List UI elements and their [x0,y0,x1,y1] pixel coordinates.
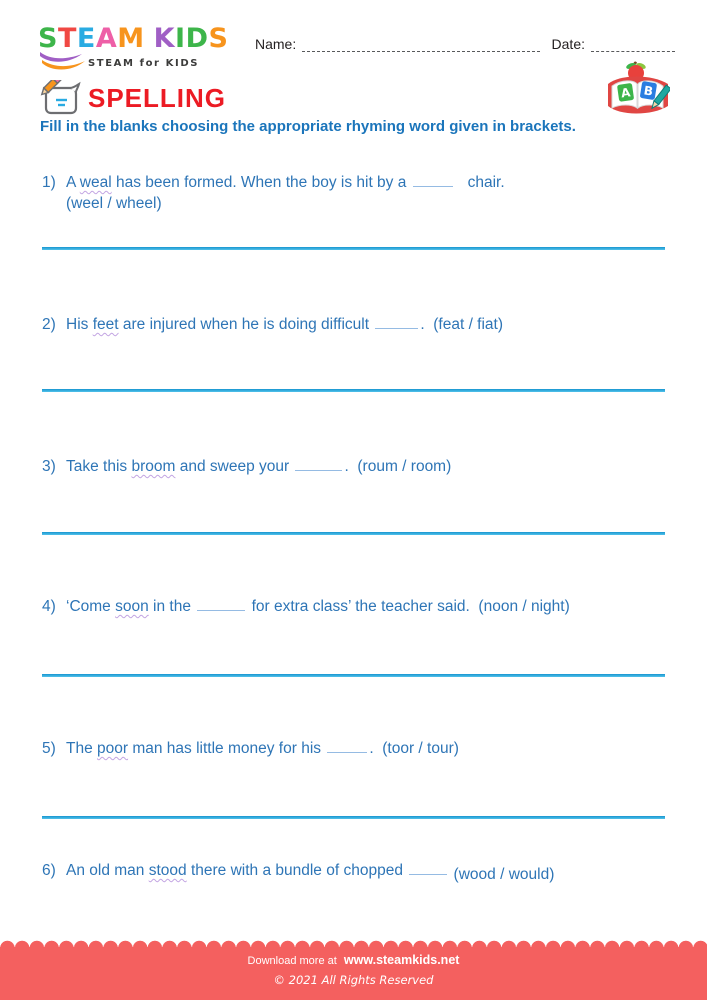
logo-letter: A [95,23,118,54]
question-text: has been formed. When the boy is hit by a [111,174,411,191]
fill-in-blank [409,861,447,875]
answer-line [42,247,665,250]
question-text: A [66,174,80,191]
ab-book-icon [606,60,670,116]
question-text: ‘Come [66,598,116,615]
page-title: SPELLING [88,82,227,113]
question-row [42,596,570,617]
question-number: 5) [42,740,56,757]
instruction-text: Fill in the blanks choosing the appropriate rhyming word given in brackets. [40,118,576,135]
logo-letter: K [153,23,176,54]
spellcheck-word: poor [97,740,129,757]
logo-letter: S [38,23,58,54]
footer-copyright: © 2021 All Rights Reserved [273,973,434,987]
question-text: man has little money for his [128,740,326,757]
logo-letter: E [76,23,96,54]
question-text: (wood / would) [449,866,555,883]
ab-icon-letter-b: B [642,83,654,99]
answer-line [42,816,665,819]
question-text: . (feat / fiat) [420,316,504,333]
question-row [42,860,554,881]
question-number: 2) [42,316,56,333]
spellcheck-word: broom [131,458,176,475]
logo-letter: T [57,23,77,54]
question-row [42,456,451,477]
question-number: 6) [42,862,56,879]
name-label: Name: [255,36,297,52]
answer-line [42,674,665,677]
ab-icon-letter-a: A [620,85,632,101]
question-text: His [66,316,93,333]
question-text: in the [148,598,196,615]
logo-letter: D [185,23,209,54]
answer-line [42,532,665,535]
question-text: An old man [66,862,149,879]
question-options: (weel / wheel) [66,195,162,212]
footer-download-text: Download more at [247,955,337,967]
question-row [42,314,503,335]
spellcheck-word: stood [148,862,187,879]
question-row [42,738,459,759]
question-text: for extra class’ the teacher said. (noon / night) [247,598,570,615]
answer-line [42,389,665,392]
question-text: . (toor / tour) [369,740,459,757]
steam-kids-logo [38,24,228,71]
logo-letter: I [175,23,186,54]
footer-download-line [0,953,707,967]
question-text: are injured when he is doing difficult [118,316,374,333]
logo-letter: S [208,23,229,54]
question-text: there with a bundle of chopped [186,862,408,879]
question-text: The [66,740,98,757]
fill-in-blank [375,315,418,329]
name-date-row [255,34,675,52]
spellcheck-word: feet [92,316,119,333]
question-text: and sweep your [175,458,294,475]
footer-site-link[interactable]: www.steamkids.net [343,953,460,967]
question-number: 4) [42,598,56,615]
fill-in-blank [295,457,342,471]
pencil-paper-icon [40,80,82,116]
fill-in-blank [197,597,245,611]
fill-in-blank [327,739,367,753]
logo-letter: M [117,23,145,54]
spellcheck-word: soon [115,598,149,615]
question-text: Take this [66,458,132,475]
question-number: 1) [42,174,56,191]
title-row [40,80,226,116]
fill-in-blank [413,173,453,187]
question-text: chair. [454,174,505,191]
logo-subtitle: STEAM for KIDS [88,58,200,69]
spellcheck-word: weal [79,174,112,191]
footer [0,947,707,1000]
logo-wordmark [38,24,228,54]
logo-swoosh-icon [38,51,86,71]
date-field-line [591,40,675,52]
date-label: Date: [551,36,585,52]
question-text: . (roum / room) [344,458,452,475]
name-field-line [302,40,539,52]
question-number: 3) [42,458,56,475]
question-row [42,172,505,214]
